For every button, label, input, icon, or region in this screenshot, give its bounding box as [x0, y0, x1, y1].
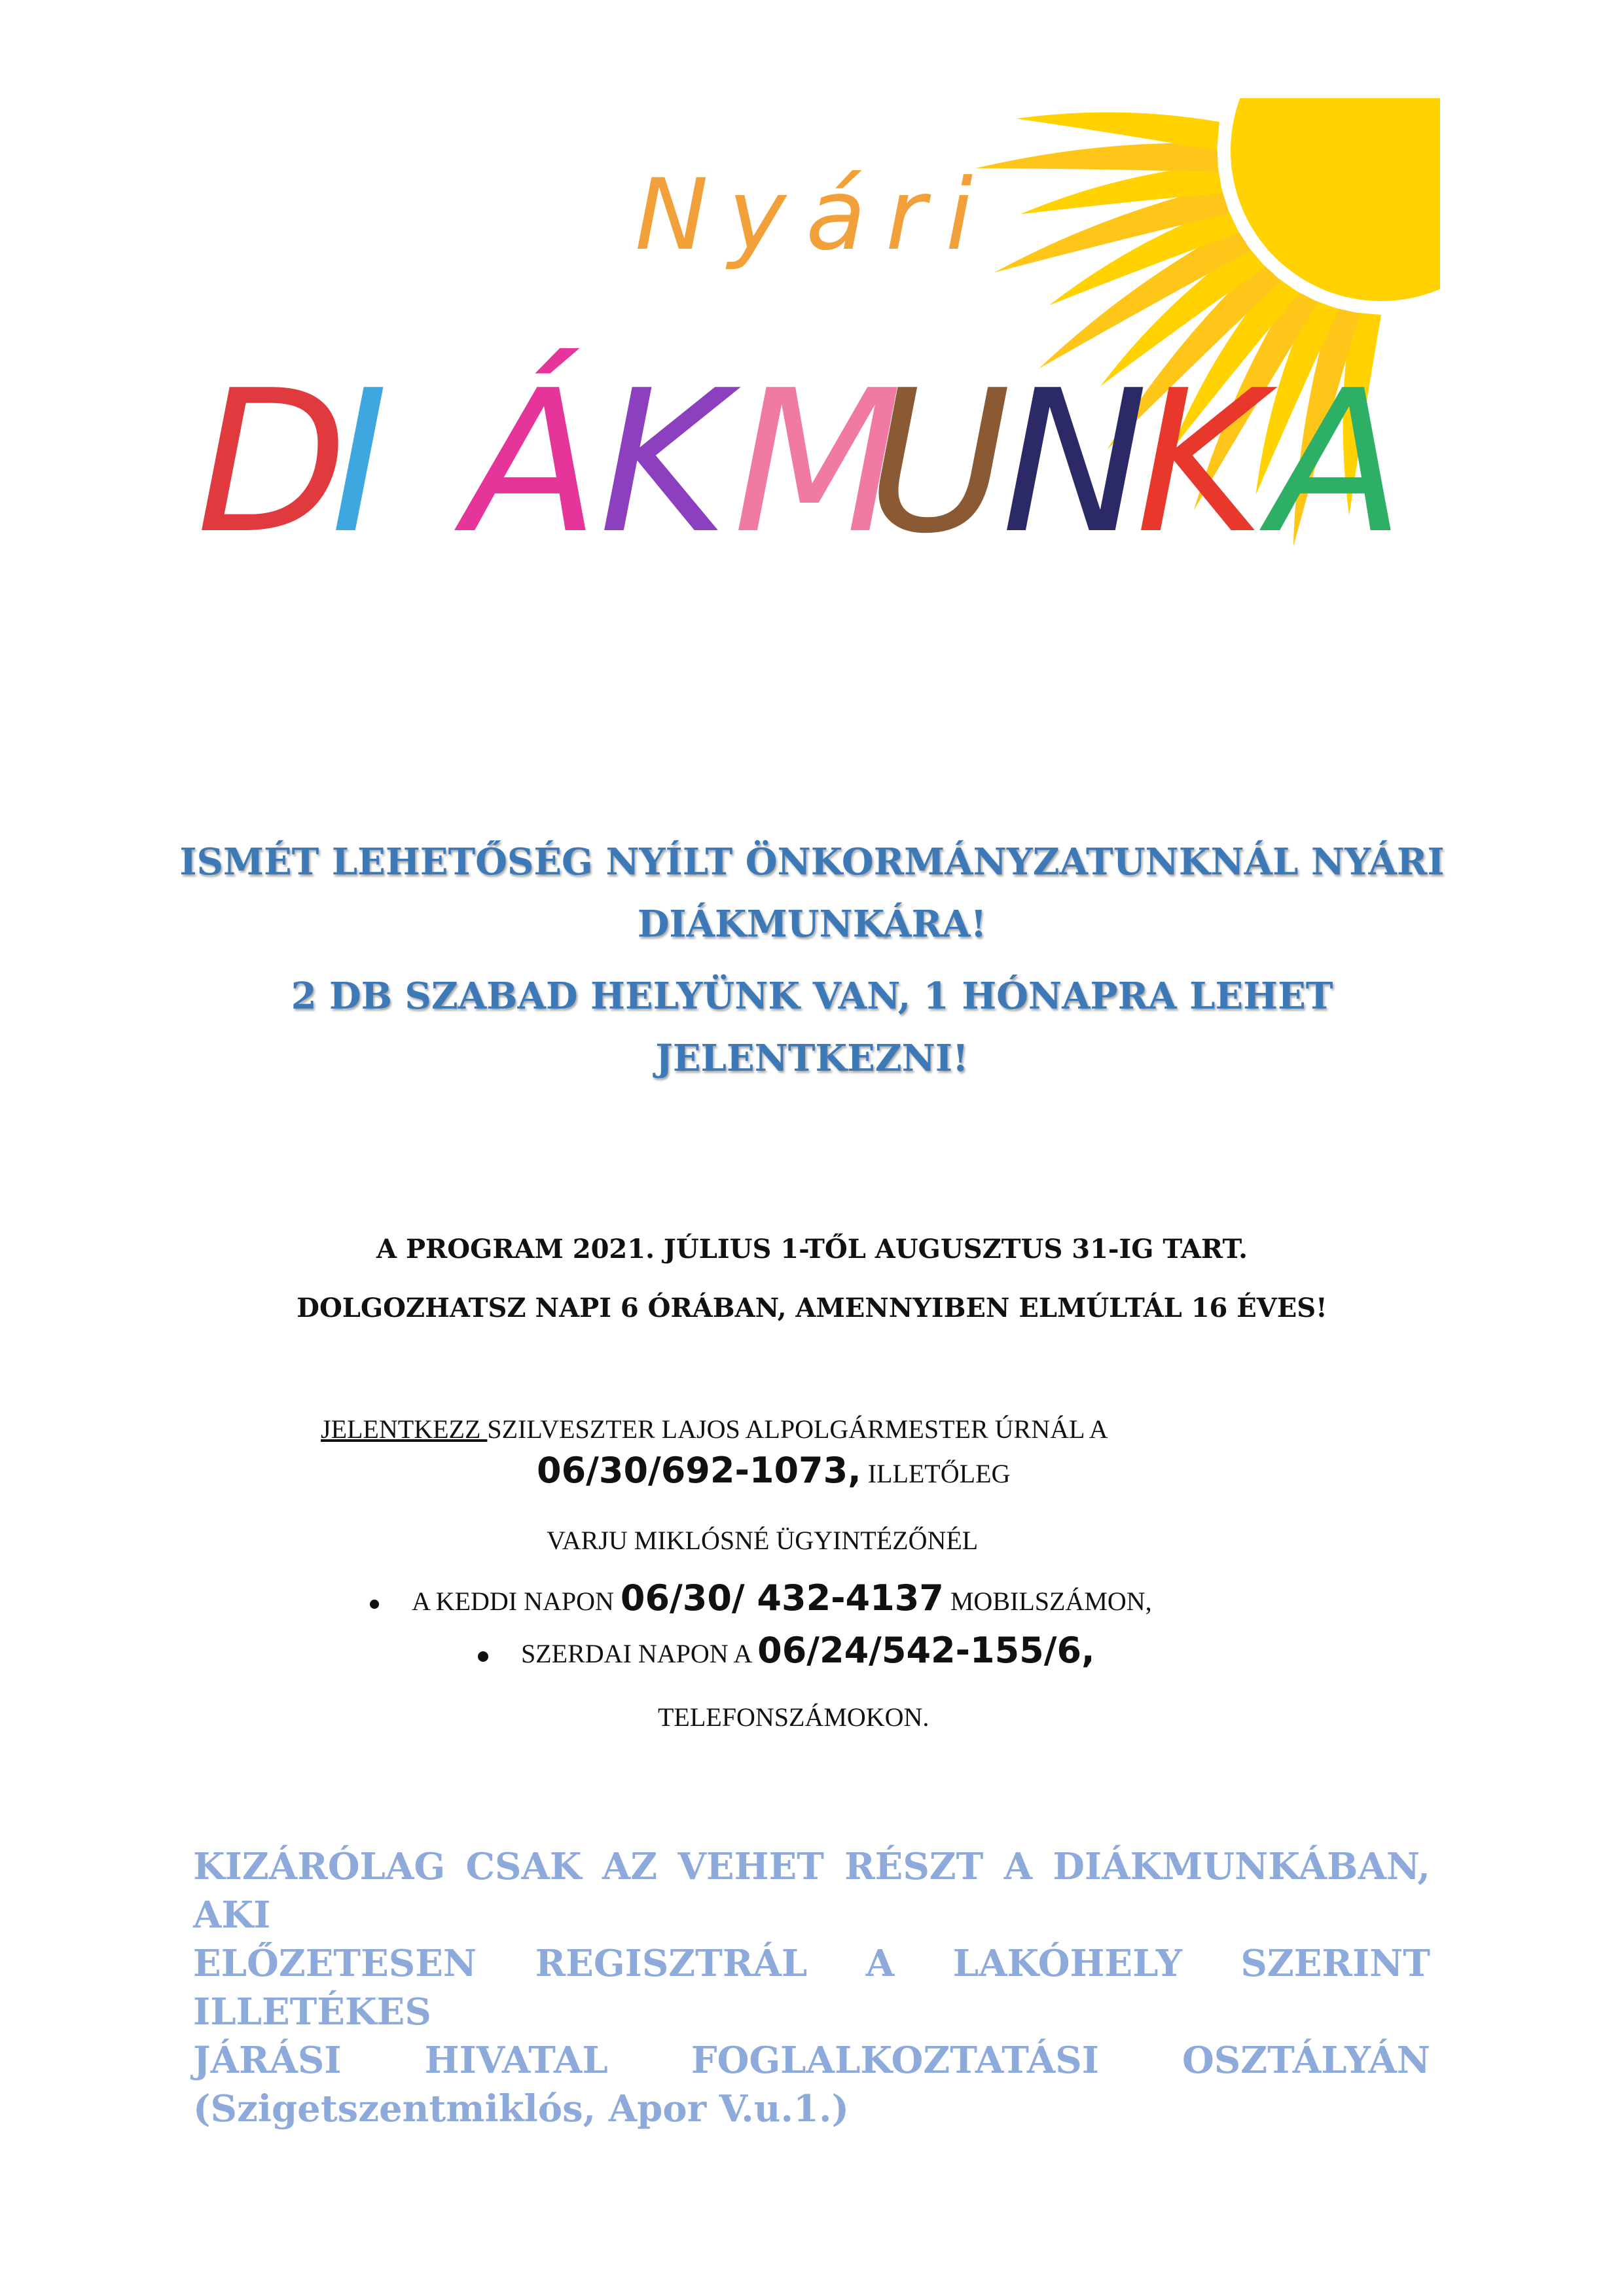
- banner-letter: U: [867, 348, 1011, 556]
- bullet-wednesday: [478, 1630, 1095, 1671]
- bullet-tuesday: [370, 1577, 1152, 1619]
- notice-line-1: KIZÁRÓLAG CSAK AZ VEHET RÉSZT A DIÁKMUNKÁBAN, AKI: [193, 1845, 1430, 1937]
- banner-letter: K: [599, 348, 728, 556]
- notice-address: (Szigetszentmiklós, Apor V.u.1.): [193, 2087, 849, 2130]
- work-hours: DOLGOZHATSZ NAPI 6 ÓRÁBAN, AMENNYIBEN ELMÚLTÁL 16 ÉVES!: [297, 1293, 1327, 1323]
- tuesday-prefix: A KEDDI NAPON: [412, 1587, 621, 1616]
- tuesday-suffix: MOBILSZÁMON,: [943, 1587, 1152, 1616]
- notice-line-2: ELŐZETESEN REGISZTRÁL A LAKÓHELY SZERINT ILLETÉKES: [193, 1942, 1430, 2034]
- contact-line-apply: [321, 1414, 1108, 1444]
- registration-notice: [193, 1842, 1430, 2133]
- phone-number-1: 06/30/692-1073,: [537, 1450, 861, 1491]
- sun-ray: [1016, 113, 1219, 151]
- banner-letter: K: [1136, 348, 1265, 556]
- apply-word: JELENTKEZZ: [321, 1414, 488, 1444]
- wednesday-prefix: SZERDAI NAPON A: [521, 1639, 758, 1668]
- phone1-suffix: ILLETŐLEG: [861, 1459, 1011, 1488]
- contact-line-telefon: TELEFONSZÁMOKON.: [658, 1702, 929, 1732]
- banner-small-word: Nyári: [635, 158, 993, 272]
- banner-letter: M: [733, 348, 903, 556]
- contact-line-varju: VARJU MIKLÓSNÉ ÜGYINTÉZŐNÉL: [547, 1526, 979, 1555]
- banner-big-word: [196, 346, 1404, 556]
- banner-letter: I: [331, 348, 389, 556]
- program-dates: A PROGRAM 2021. JÚLIUS 1-TŐL AUGUSZTUS 31-IG TART.: [376, 1234, 1248, 1265]
- banner-letter: Á: [465, 348, 600, 556]
- bullet-icon: [478, 1651, 488, 1662]
- phone-number-3: 06/24/542-155/6,: [757, 1630, 1095, 1671]
- banner-letter: A: [1270, 348, 1405, 556]
- banner-image: [183, 98, 1440, 556]
- contact-line-phone1: [537, 1450, 1010, 1491]
- notice-line-3: JÁRÁSI HIVATAL FOGLALKOZTATÁSI OSZTÁLYÁN: [193, 2039, 1430, 2082]
- headline-positions: 2 DB SZABAD HELYÜNK VAN, 1 HÓNAPRA LEHET JELENTKEZNI!: [291, 975, 1333, 1080]
- apply-rest: SZILVESZTER LAJOS ALPOLGÁRMESTER ÚRNÁL A: [487, 1414, 1108, 1444]
- headline-opportunity: ISMÉT LEHETŐSÉG NYÍLT ÖNKORMÁNYZATUNKNÁL NYÁRI DIÁKMUNKÁRA!: [179, 840, 1445, 946]
- phone-number-2: 06/30/ 432-4137: [620, 1577, 944, 1619]
- banner-letter: D: [196, 348, 348, 556]
- banner-letter: N: [1001, 348, 1149, 556]
- sun-ray: [976, 143, 1219, 171]
- bullet-icon: [370, 1600, 379, 1609]
